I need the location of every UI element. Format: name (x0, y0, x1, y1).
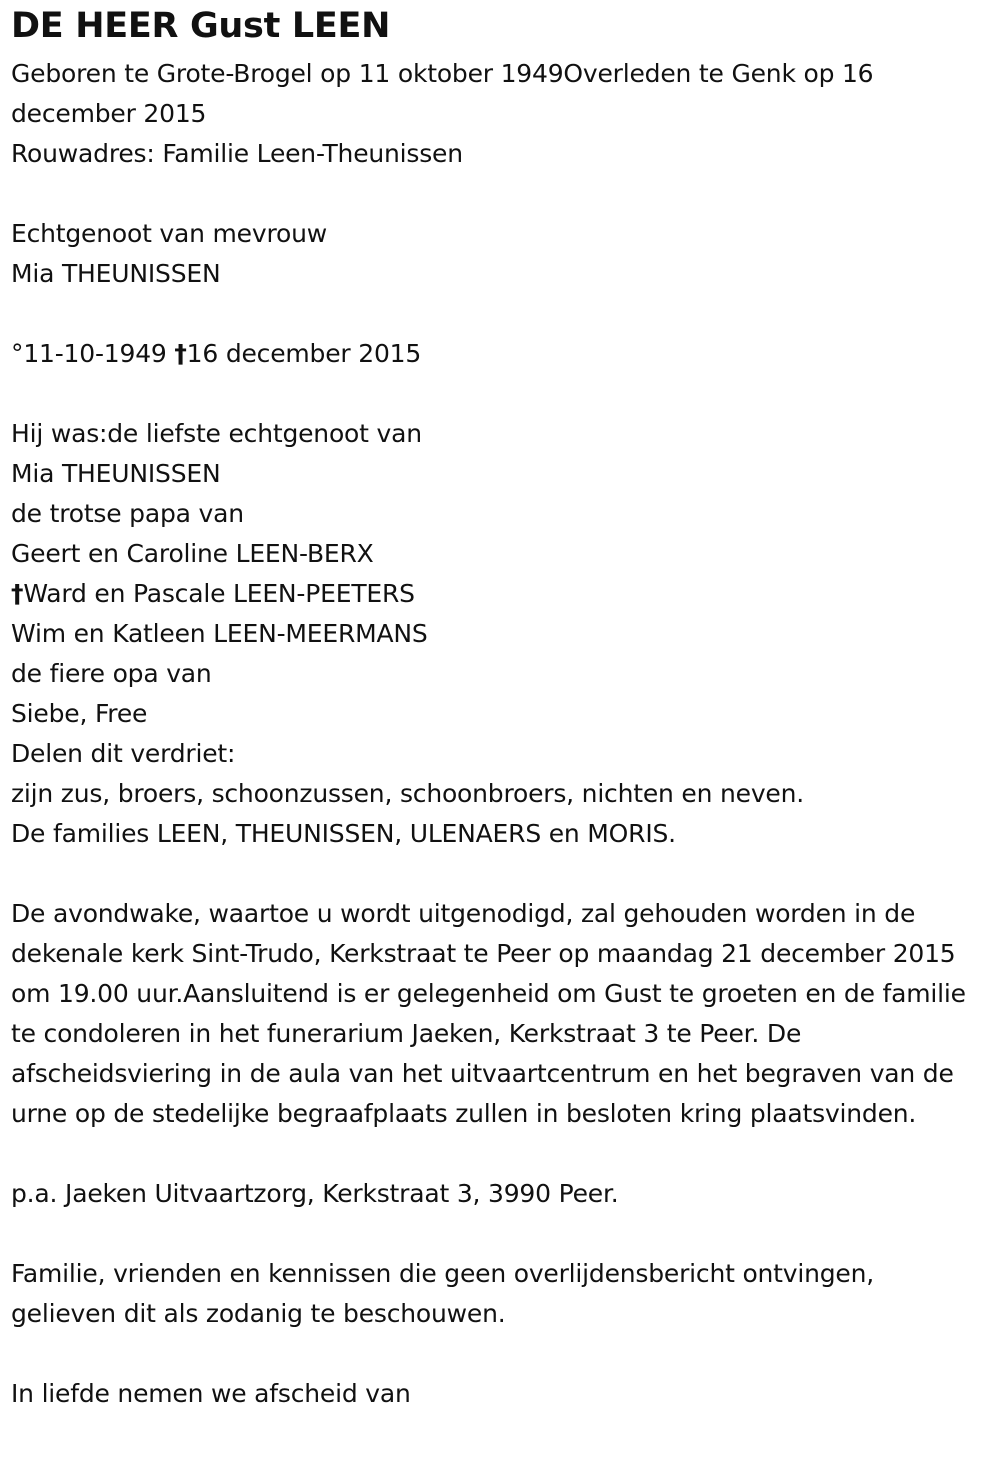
notice-text: Familie, vrienden en kennissen die geen overlijdensbericht ontvingen, gelieven dit als zodanig te beschouwen. (11, 1259, 875, 1328)
spouse-label: Echtgenoot van mevrouw (11, 219, 327, 248)
mourning-address: Rouwadres: Familie Leen-Theunissen (11, 139, 463, 168)
spacer (11, 1134, 991, 1174)
funeral-home-address: p.a. Jaeken Uitvaartzorg, Kerkstraat 3, 3990 Peer. (11, 1179, 619, 1208)
grandchildren: Siebe, Free (11, 699, 148, 728)
born-died-text: Geboren te Grote-Brogel op 11 oktober 1949Overleden te Genk op 16 december 2015 (11, 59, 874, 128)
obituary-page (11, 4, 991, 1414)
families: De families LEEN, THEUNISSEN, ULENAERS en MORIS. (11, 819, 676, 848)
spacer (11, 1214, 991, 1254)
child-names: Wim en Katleen LEEN-MEERMANS (11, 619, 428, 648)
birth-date: 11-10-1949 (23, 339, 175, 368)
ceremony-text: De avondwake, waartoe u wordt uitgenodigd, zal gehouden worden in de dekenale kerk Sint-Trudo, Kerkstraat te Peer op maandag 21 december 2015 om 19.00 uur.Aansluitend is er gelegenheid om Gust te groeten en de familie te condoleren in het funerarium Jaeken, Kerkstraat 3 te Peer. De afscheidsviering in de aula van het uitvaartcentrum en het begraven van de urne op de stedelijke begraafplaats zullen in besloten kring plaatsvinden. (11, 899, 966, 1128)
cross-icon: † (174, 339, 187, 368)
wife-name: Mia THEUNISSEN (11, 459, 221, 488)
opa-label: de fiere opa van (11, 659, 212, 688)
spouse-name: Mia THEUNISSEN (11, 259, 221, 288)
child-entry (11, 614, 991, 654)
birth-symbol: ° (11, 339, 24, 368)
sharing-label: Delen dit verdriet: (11, 739, 236, 768)
relatives: zijn zus, broers, schoonzussen, schoonbroers, nichten en neven. (11, 779, 804, 808)
spacer (11, 294, 991, 334)
papa-label: de trotse papa van (11, 499, 244, 528)
child-entry (11, 534, 991, 574)
spacer (11, 854, 991, 894)
death-date: 16 december 2015 (186, 339, 422, 368)
cross-icon: † (11, 579, 24, 608)
child-names: Geert en Caroline LEEN-BERX (11, 539, 374, 568)
life-dates (11, 334, 991, 374)
closing-text: In liefde nemen we afscheid van (11, 1379, 411, 1408)
child-names: Ward en Pascale LEEN-PEETERS (23, 579, 415, 608)
spacer (11, 174, 991, 214)
spacer (11, 1334, 991, 1374)
family-intro: Hij was:de liefste echtgenoot van (11, 419, 422, 448)
child-entry (11, 574, 991, 614)
spacer (11, 374, 991, 414)
page-title: DE HEER Gust LEEN (11, 6, 391, 46)
